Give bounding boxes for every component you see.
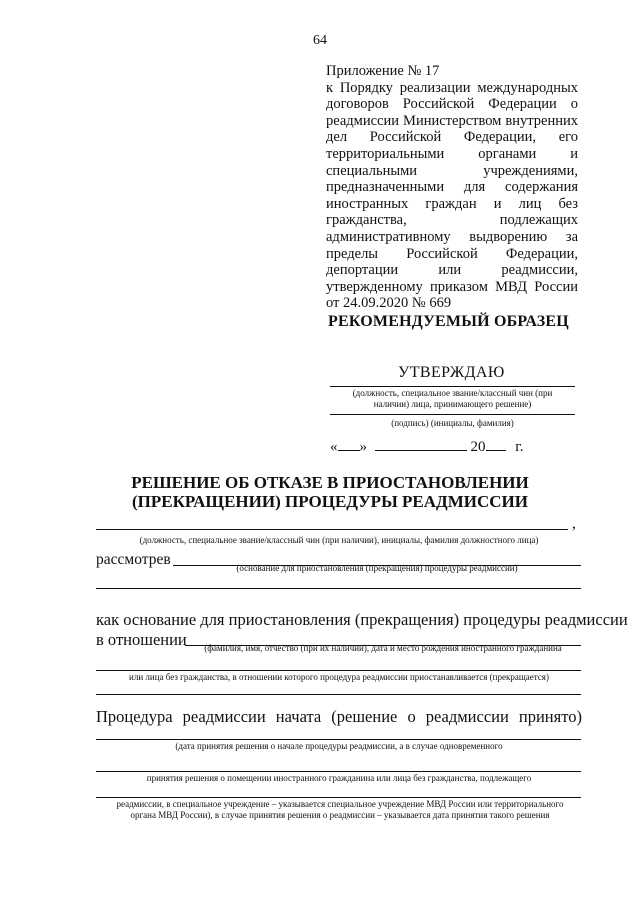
date-open-quote: « [330, 439, 338, 455]
day-blank[interactable] [338, 450, 360, 451]
recommended-sample-label: РЕКОМЕНДУЕМЫЙ ОБРАЗЕЦ [328, 313, 569, 330]
official-comma: , [572, 515, 576, 532]
procedure-word-4: (решение [331, 707, 398, 726]
decision-title-line2: (ПРЕКРАЩЕНИИ) ПРОЦЕДУРЫ РЕАДМИССИИ [132, 492, 528, 511]
decision-date-line-3[interactable] [96, 797, 581, 798]
signature-line[interactable] [330, 414, 575, 415]
appendix-title: Приложение № 17 [326, 63, 440, 79]
date-hint-line3: реадмиссии, в специальное учреждение – указывается специальное учреждение МВД России или территориального [116, 799, 564, 809]
position-line[interactable] [330, 386, 575, 387]
position-hint-line2: наличии) лица, принимающего решение) [373, 399, 532, 409]
page-number: 64 [313, 33, 327, 48]
year-blank[interactable] [486, 450, 506, 451]
procedure-word-7: принято) [518, 707, 582, 726]
date-close-quote: » [359, 439, 367, 455]
signature-hint: (подпись) (инициалы, фамилия) [391, 418, 514, 428]
decision-title [120, 473, 540, 511]
decision-date-line-2[interactable] [96, 771, 581, 772]
appendix-text: к Порядку реализации международных договоров Российской Федерации о реадмиссии Министерством внутренних дел Российской Федерации, его территориальными органами и специальными учреждениями, предназначенными для содержания иностранных граждан и лиц без гражданства, подлежащих административному выдворению за пределы Российской Федерации, депортации или реадмиссии, утвержденному приказом МВД России от 24.09.2020 № 669 [326, 79, 578, 312]
as-grounds-text: как основание для приостановления (прекращения) процедуры реадмиссии [96, 610, 628, 629]
year-prefix: 20 [470, 439, 486, 455]
regarding-label: в отношении [96, 630, 187, 649]
approve-heading: УТВЕРЖДАЮ [398, 364, 505, 381]
position-hint [330, 388, 575, 410]
official-line[interactable] [96, 529, 568, 530]
procedure-word-6: реадмиссии [425, 707, 509, 726]
procedure-word-3: начата [275, 707, 322, 726]
month-blank[interactable] [375, 450, 467, 451]
approval-date [330, 439, 523, 456]
person-line-3[interactable] [96, 694, 581, 695]
decision-title-line1: РЕШЕНИЕ ОБ ОТКАЗЕ В ПРИОСТАНОВЛЕНИИ [131, 473, 529, 492]
grounds-line-2[interactable] [96, 588, 581, 589]
date-hint-line4: органа МВД России), в случае принятия решения о реадмиссии – указывается дата принятия такого решения [130, 810, 550, 820]
procedure-row [96, 707, 582, 727]
procedure-word-2: реадмиссии [182, 707, 266, 726]
person-hint-line2: или лица без гражданства, в отношении которого процедура реадмиссии приостанавливается (прекращается) [129, 672, 549, 682]
person-hint-line1: (фамилия, имя, отчество (при их наличии), дата и место рождения иностранного гражданина [204, 643, 562, 653]
decision-date-line[interactable] [96, 739, 581, 740]
year-suffix: г. [515, 439, 524, 455]
official-hint: (должность, специальное звание/классный чин (при наличии), инициалы, фамилия должностного лица) [139, 535, 539, 545]
procedure-word-1: Процедура [96, 707, 173, 726]
position-hint-line1: (должность, специальное звание/классный чин (при [352, 388, 553, 398]
considered-label: рассмотрев [96, 551, 171, 568]
person-line-2[interactable] [96, 670, 581, 671]
procedure-word-5: о [407, 707, 416, 726]
date-hint-line2: принятия решения о помещении иностранного гражданина или лица без гражданства, подлежащего [146, 773, 532, 783]
date-hint-line1: (дата принятия решения о начале процедуры реадмиссии, а в случае одновременного [175, 741, 503, 751]
appendix-block [326, 63, 578, 312]
grounds-hint: (основание для приостановления (прекращения) процедуры реадмиссии) [236, 563, 518, 573]
